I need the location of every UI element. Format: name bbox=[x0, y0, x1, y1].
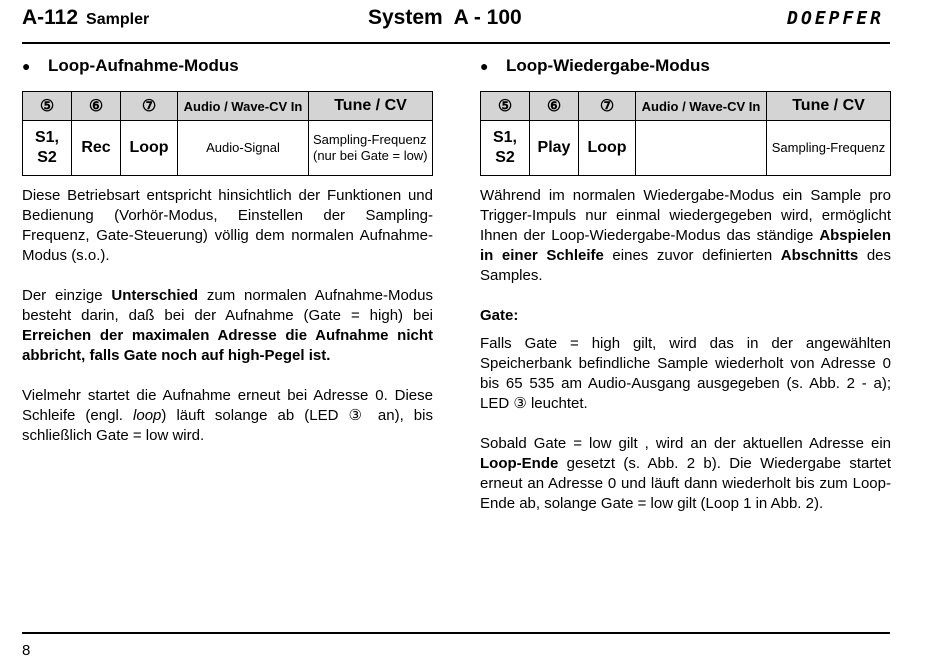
bullet-icon: ● bbox=[22, 58, 31, 74]
table-cell: Play bbox=[530, 121, 579, 176]
header-rule bbox=[22, 42, 890, 44]
table-header-cell: Tune / CV bbox=[767, 92, 891, 121]
table-cell: Sampling-Frequenz (nur bei Gate = low) bbox=[309, 121, 433, 176]
table-header-cell: ⑦ bbox=[121, 92, 178, 121]
right-section-title bbox=[480, 56, 891, 76]
table-header-row bbox=[481, 92, 891, 121]
table-cell: Loop bbox=[121, 121, 178, 176]
table-header-cell: ⑤ bbox=[481, 92, 530, 121]
table-header-cell: Tune / CV bbox=[309, 92, 433, 121]
right-paragraph-1: Während im normalen Wiedergabe-Modus ein Sample pro Trigger-Impuls nur einmal wiedergegeben wird, ermöglicht Ihnen der Loop-Wiedergabe-Modus das ständige Abspielen in einer Schleife eines zuvor definierten Abschnitts des Samples. bbox=[480, 187, 892, 284]
left-settings-table bbox=[22, 91, 433, 176]
module-number: A-112 bbox=[22, 6, 79, 29]
left-section-title bbox=[22, 56, 433, 76]
system-title: System A - 100 bbox=[368, 6, 522, 29]
table-cell: Audio-Signal bbox=[178, 121, 309, 176]
table-cell: Rec bbox=[72, 121, 121, 176]
page-header bbox=[22, 6, 890, 36]
table-header-cell: Audio / Wave-CV In bbox=[636, 92, 767, 121]
table-cell: S1, S2 bbox=[481, 121, 530, 176]
right-paragraph-3: Sobald Gate = low gilt , wird an der aktuellen Adresse ein Loop-Ende gesetzt (s. Abb. 2 b). Die Wiedergabe startet erneut an Adresse 0 und läuft dann wiederholt bis zum Loop-Ende ab, solange Gate = low gilt (Loop 1 in Abb. 2). bbox=[480, 435, 891, 512]
left-paragraph-3: Vielmehr startet die Aufnahme erneut bei Adresse 0. Diese Schleife (engl. loop) läuft solange ab (LED ③ an), bis schließlich Gate = low wird. bbox=[22, 387, 433, 444]
table-header-cell: Audio / Wave-CV In bbox=[178, 92, 309, 121]
table-header-cell: ⑤ bbox=[23, 92, 72, 121]
left-title-text: Loop-Aufnahme-Modus bbox=[48, 56, 239, 75]
page-number: 8 bbox=[22, 642, 31, 659]
table-header-row bbox=[23, 92, 433, 121]
table-header-cell: ⑥ bbox=[72, 92, 121, 121]
right-title-text: Loop-Wiedergabe-Modus bbox=[506, 56, 710, 75]
footer-rule bbox=[22, 632, 890, 634]
left-paragraph-1: Diese Betriebsart entspricht hinsichtlich der Funktionen und Bedienung (Vorhör-Modus, Einstellen der Sampling-Frequenz, Gate-Steuerung) völlig dem normalen Aufnahme-Modus (s.o.). bbox=[22, 187, 433, 264]
table-cell: S1, S2 bbox=[23, 121, 72, 176]
right-settings-table bbox=[480, 91, 891, 176]
table-header-cell: ⑦ bbox=[579, 92, 636, 121]
table-row bbox=[481, 121, 891, 176]
right-paragraph-2: Falls Gate = high gilt, wird das in der angewählten Speicherbank befindliche Sample wiederholt von Adresse 0 bis 65 535 am Audio-Ausgang ausgegeben (s. Abb. 2 - a); LED ③ leuchtet. bbox=[480, 335, 891, 412]
doepfer-logo: DOEPFER bbox=[787, 8, 884, 29]
right-column bbox=[480, 56, 891, 514]
left-column bbox=[22, 56, 433, 446]
module-name: Sampler bbox=[86, 11, 150, 28]
table-header-cell: ⑥ bbox=[530, 92, 579, 121]
header-left bbox=[22, 6, 149, 30]
table-cell: Sampling-Frequenz bbox=[767, 121, 891, 176]
left-paragraph-2: Der einzige Unterschied zum normalen Aufnahme-Modus besteht darin, daß bei der Aufnahme (Gate = high) bei Erreichen der maximalen Adresse die Aufnahme nicht abbricht, falls Gate noch auf high-Pegel ist. bbox=[22, 287, 433, 364]
bullet-icon: ● bbox=[480, 58, 489, 74]
table-row bbox=[23, 121, 433, 176]
gate-heading: Gate: bbox=[480, 307, 519, 324]
table-cell: Loop bbox=[579, 121, 636, 176]
table-cell bbox=[636, 121, 767, 176]
